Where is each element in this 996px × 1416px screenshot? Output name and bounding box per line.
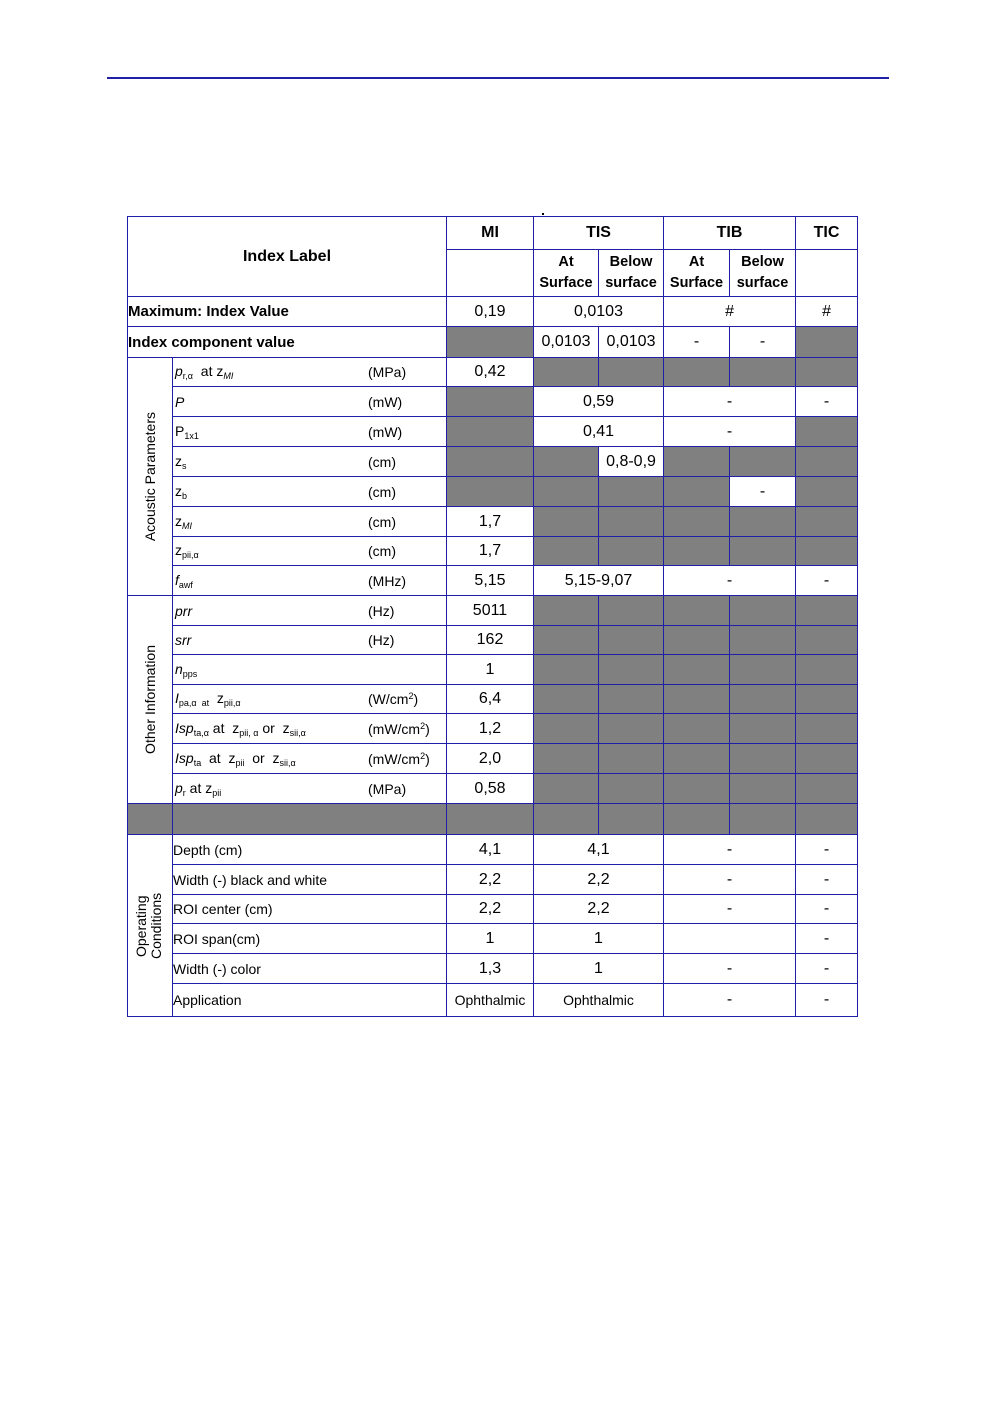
unit-cm: (cm) (368, 513, 396, 530)
cond-row-roi-span (128, 924, 858, 954)
shaded-cell (730, 804, 796, 835)
shaded-cell (730, 358, 796, 387)
shaded-cell (599, 804, 664, 835)
zpii-mi: 1,7 (447, 537, 534, 566)
shaded-cell (796, 774, 858, 804)
shaded-cell (599, 744, 664, 774)
cond-row-width-color (128, 954, 858, 984)
unit-mw: (mW) (368, 423, 403, 440)
param-ispta: Isp$_{ta}$ at $z_{pii}$ or $z_{sii,\alpha}$ $(mW/cm^2)$ (173, 744, 447, 774)
zs-tis-below: 0,8-0,9 (599, 447, 664, 477)
other-row-pr-zpii (128, 774, 858, 804)
shaded-cell (447, 387, 534, 417)
shaded-cell (534, 447, 599, 477)
max-index-tis: 0,0103 (534, 297, 664, 327)
zb-tib-below: - (730, 477, 796, 507)
param-row-p (128, 387, 858, 417)
param-p: P (mW) (173, 387, 447, 417)
pr-zpii-mi: 0,58 (447, 774, 534, 804)
shaded-cell (730, 685, 796, 714)
cond-application-label: Application (173, 984, 447, 1017)
shaded-cell (796, 537, 858, 566)
param-ipa: $I_{pa,\alpha at}$ $z_{pii,\alpha}$ $(W/cm^2)$ (173, 685, 447, 714)
width-bw-mi: 2,2 (447, 865, 534, 895)
param-row-zb (128, 477, 858, 507)
application-tib: - (664, 984, 796, 1017)
page-top-rule (107, 77, 889, 79)
param-fawf: $f_{awf}$ (MHz) (173, 566, 447, 596)
fawf-tis: 5,15-9,07 (534, 566, 664, 596)
shaded-cell (534, 477, 599, 507)
fawf-tib: - (664, 566, 796, 596)
shaded-cell (664, 477, 730, 507)
param-row-zpii (128, 537, 858, 566)
param-row-zs (128, 447, 858, 477)
prr-mi: 5011 (447, 596, 534, 626)
other-row-prr (128, 596, 858, 626)
shaded-cell (664, 447, 730, 477)
param-pr-zpii: $p_r$ at $z_{pii}$ (MPa) (173, 774, 447, 804)
width-color-tib: - (664, 954, 796, 984)
shaded-cell (796, 417, 858, 447)
component-row (128, 327, 858, 358)
shaded-cell (599, 358, 664, 387)
other-row-ipa (128, 685, 858, 714)
shaded-cell (730, 744, 796, 774)
shaded-cell (796, 626, 858, 655)
component-tib-at: - (664, 327, 730, 358)
cond-row-application (128, 984, 858, 1017)
application-tis: Ophthalmic (534, 984, 664, 1017)
shaded-cell (534, 596, 599, 626)
roi-span-mi: 1 (447, 924, 534, 954)
shaded-cell (730, 655, 796, 685)
param-prr: prr (Hz) (173, 596, 447, 626)
component-tis-below: 0,0103 (599, 327, 664, 358)
shaded-cell (534, 774, 599, 804)
shaded-cell (599, 714, 664, 744)
tis-below-surface-header: Below surface (599, 250, 664, 297)
max-index-tic: # (796, 297, 858, 327)
max-index-tib: # (664, 297, 796, 327)
shaded-cell (599, 596, 664, 626)
param-row-p1x1 (128, 417, 858, 447)
width-bw-tis: 2,2 (534, 865, 664, 895)
max-index-label: Maximum: Index Value (128, 297, 447, 327)
application-mi: Ophthalmic (447, 984, 534, 1017)
shaded-cell (599, 685, 664, 714)
srr-mi: 162 (447, 626, 534, 655)
fawf-tic: - (796, 566, 858, 596)
param-pr: $p_{r,\alpha}$ at $z_{MI}$ (MPa) (173, 358, 447, 387)
pr-mi: 0,42 (447, 358, 534, 387)
cond-width-bw-label: Width (-) black and white (173, 865, 447, 895)
p-tis: 0,59 (534, 387, 664, 417)
param-zs: $z_s$ (cm) (173, 447, 447, 477)
shaded-cell (730, 507, 796, 537)
acoustic-output-table (127, 216, 858, 1017)
component-tib-below: - (730, 327, 796, 358)
fawf-mi: 5,15 (447, 566, 534, 596)
other-row-npps (128, 655, 858, 685)
tib-below-surface-header: Below surface (730, 250, 796, 297)
shaded-cell (730, 626, 796, 655)
unit-mpa: (MPa) (368, 364, 407, 380)
shaded-cell (447, 417, 534, 447)
p1x1-tib: - (664, 417, 796, 447)
other-information-label: Other Information (141, 645, 158, 754)
unit-cm: (cm) (368, 453, 396, 470)
shaded-cell (534, 655, 599, 685)
shaded-cell (664, 804, 730, 835)
unit-cm: (cm) (368, 483, 396, 500)
shaded-cell (730, 537, 796, 566)
param-ispta-alpha: Isp$_{ta,\alpha}$ at $z_{pii, \alpha}$ or $z_{sii,\alpha}$ $(mW/cm^2)$ (173, 714, 447, 744)
cond-row-width-bw (128, 865, 858, 895)
shaded-cell (534, 626, 599, 655)
shaded-cell (534, 685, 599, 714)
tic-header: TIC (796, 217, 858, 250)
component-tis-at: 0,0103 (534, 327, 599, 358)
param-zb: $z_b$ (cm) (173, 477, 447, 507)
shaded-cell (796, 655, 858, 685)
shaded-cell (447, 477, 534, 507)
p-tib: - (664, 387, 796, 417)
shaded-cell (599, 477, 664, 507)
roi-center-tic: - (796, 895, 858, 924)
param-npps: $n_{pps}$ (173, 655, 447, 685)
p-tic: - (796, 387, 858, 417)
shaded-cell (534, 537, 599, 566)
shaded-cell (128, 804, 173, 835)
shaded-cell (730, 596, 796, 626)
param-row-pr (128, 358, 858, 387)
max-index-mi: 0,19 (447, 297, 534, 327)
param-zpii: $z_{pii,\alpha}$ (cm) (173, 537, 447, 566)
other-row-ispta (128, 744, 858, 774)
shaded-cell (796, 714, 858, 744)
ipa-mi: 6,4 (447, 685, 534, 714)
shaded-cell (664, 358, 730, 387)
separator-row (128, 804, 858, 835)
tib-header: TIB (664, 217, 796, 250)
unit-mpa: (MPa) (368, 780, 407, 797)
mi-subheader-empty (447, 250, 534, 297)
shaded-cell (534, 358, 599, 387)
shaded-cell (796, 477, 858, 507)
p1x1-tis: 0,41 (534, 417, 664, 447)
shaded-cell (796, 685, 858, 714)
param-row-fawf (128, 566, 858, 596)
shaded-cell (664, 744, 730, 774)
width-color-tic: - (796, 954, 858, 984)
unit-mhz: (MHz) (368, 572, 407, 589)
shaded-cell (534, 804, 599, 835)
param-row-zmi (128, 507, 858, 537)
shaded-cell (447, 447, 534, 477)
shaded-cell (599, 774, 664, 804)
shaded-cell (796, 804, 858, 835)
other-row-ispta-alpha (128, 714, 858, 744)
shaded-cell (664, 714, 730, 744)
roi-center-tib: - (664, 895, 796, 924)
width-color-tis: 1 (534, 954, 664, 984)
cond-row-depth (128, 835, 858, 865)
component-label: Index component value (128, 327, 447, 358)
shaded-cell (730, 714, 796, 744)
tib-at-surface-header: At Surface (664, 250, 730, 297)
param-p1x1: $P_{1x1}$ (mW) (173, 417, 447, 447)
width-bw-tic: - (796, 865, 858, 895)
param-srr: srr (Hz) (173, 626, 447, 655)
shaded-cell (599, 655, 664, 685)
shaded-cell (664, 774, 730, 804)
width-color-mi: 1,3 (447, 954, 534, 984)
unit-hz: (Hz) (368, 602, 395, 619)
tis-at-surface-header: At Surface (534, 250, 599, 297)
other-row-srr (128, 626, 858, 655)
shaded-cell (664, 626, 730, 655)
application-tic: - (796, 984, 858, 1017)
header-row-1 (128, 217, 858, 250)
shaded-cell (447, 804, 534, 835)
depth-tis: 4,1 (534, 835, 664, 865)
stray-mark (542, 213, 544, 215)
depth-tib: - (664, 835, 796, 865)
shaded-cell (664, 537, 730, 566)
tis-header: TIS (534, 217, 664, 250)
acoustic-parameters-label: Acoustic Parameters (141, 411, 158, 542)
cond-width-color-label: Width (-) color (173, 954, 447, 984)
shaded-cell (447, 327, 534, 358)
shaded-cell (796, 596, 858, 626)
shaded-cell (796, 358, 858, 387)
ispta-mi: 2,0 (447, 744, 534, 774)
roi-span-tic: - (796, 924, 858, 954)
cond-roi-center-label: ROI center (cm) (173, 895, 447, 924)
shaded-cell (534, 744, 599, 774)
shaded-cell (664, 507, 730, 537)
tic-subheader-empty (796, 250, 858, 297)
shaded-cell (534, 507, 599, 537)
cond-row-roi-center (128, 895, 858, 924)
operating-conditions-label: Operating Conditions (133, 892, 164, 959)
shaded-cell (796, 744, 858, 774)
zmi-mi: 1,7 (447, 507, 534, 537)
roi-span-tib (664, 924, 796, 954)
acoustic-parameters-category (128, 358, 173, 596)
shaded-cell (730, 774, 796, 804)
shaded-cell (599, 537, 664, 566)
shaded-cell (599, 626, 664, 655)
param-zmi: $z_{MI}$ (cm) (173, 507, 447, 537)
roi-center-mi: 2,2 (447, 895, 534, 924)
depth-tic: - (796, 835, 858, 865)
mi-header: MI (447, 217, 534, 250)
other-information-category (128, 596, 173, 804)
shaded-cell (534, 714, 599, 744)
shaded-cell (796, 327, 858, 358)
shaded-cell (664, 596, 730, 626)
roi-span-tis: 1 (534, 924, 664, 954)
index-label-header: Index Label (128, 217, 447, 297)
shaded-cell (664, 685, 730, 714)
unit-mw: (mW) (368, 393, 403, 410)
shaded-cell (599, 507, 664, 537)
shaded-cell (796, 447, 858, 477)
operating-conditions-category (128, 835, 173, 1017)
shaded-cell (173, 804, 447, 835)
unit-cm: (cm) (368, 543, 396, 559)
cond-roi-span-label: ROI span(cm) (173, 924, 447, 954)
shaded-cell (664, 655, 730, 685)
width-bw-tib: - (664, 865, 796, 895)
max-index-row (128, 297, 858, 327)
unit-hz: (Hz) (368, 632, 395, 648)
roi-center-tis: 2,2 (534, 895, 664, 924)
npps-mi: 1 (447, 655, 534, 685)
ispta-alpha-mi: 1,2 (447, 714, 534, 744)
shaded-cell (730, 447, 796, 477)
depth-mi: 4,1 (447, 835, 534, 865)
cond-depth-label: Depth (cm) (173, 835, 447, 865)
shaded-cell (796, 507, 858, 537)
